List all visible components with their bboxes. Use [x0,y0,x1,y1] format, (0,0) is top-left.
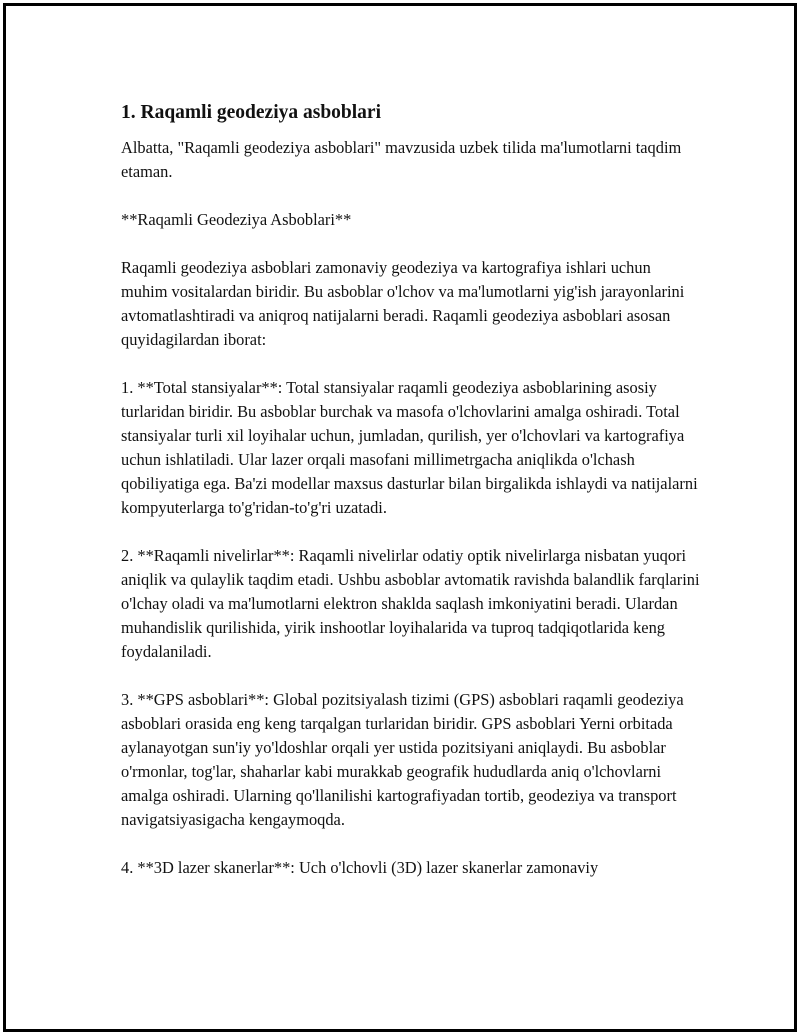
section-heading: 1. Raqamli geodeziya asboblari [121,102,382,123]
page-frame [3,3,797,1032]
laser-scanners-paragraph: 4. **3D lazer skanerlar**: Uch o'lchovli (3D) lazer skanerlar zamonaviy [121,858,599,877]
gps-paragraph: 3. **GPS asboblari**: Global pozitsiyalash tizimi (GPS) asboblari raqamli geodeziya asboblari orasida eng keng tarqalgan turlaridan biridir. GPS asboblari Yerni orbitada aylanayotgan sun'iy yo'ldoshlar orqali yer ustida pozitsiyani aniqlaydi. Bu asboblar o'rmonlar, tog'lar, shaharlar kabi murakkab geografik hududlarda aniq o'lchovlarni amalga oshiradi. Ularning qo'llanilishi kartografiyadan tortib, geodeziya va transport navigatsiyasigacha kengaymoqda. [121,690,684,829]
total-stations-paragraph: 1. **Total stansiyalar**: Total stansiyalar raqamli geodeziya asboblarining asosiy turlaridan biridir. Bu asboblar burchak va masofa o'lchovlarini amalga oshiradi. Total stansiyalar turli xil loyihalar uchun, jumladan, qurilish, yer o'lchovlari va kartografiya uchun ishlatiladi. Ular lazer orqali masofani millimetrgacha aniqlikda o'lchash qobiliyatiga ega. Ba'zi modellar maxsus dasturlar bilan birgalikda ishlaydi va natijalarni kompyuterlarga to'g'ridan-to'g'ri uzatadi. [121,378,698,517]
intro-paragraph: Albatta, "Raqamli geodeziya asboblari" mavzusida uzbek tilida ma'lumotlarni taqdim etaman. [121,138,682,181]
overview-paragraph: Raqamli geodeziya asboblari zamonaviy geodeziya va kartografiya ishlari uchun muhim vositalardan biridir. Bu asboblar o'lchov va ma'lumotlarni yig'ish jarayonlarini avtomatlashtiradi va aniqroq natijalarni beradi. Raqamli geodeziya asboblari asosan quyidagilardan iborat: [121,258,685,349]
document-body [121,100,701,880]
digital-levels-paragraph: 2. **Raqamli nivelirlar**: Raqamli nivelirlar odatiy optik nivelirlarga nisbatan yuqori aniqlik va qulaylik taqdim etadi. Ushbu asboblar avtomatik ravishda balandlik farqlarini o'lchay oladi va ma'lumotlarni elektron shaklda saqlash imkoniyatini beradi. Ulardan muhandislik qurilishida, yirik inshootlar loyihalarida va tuproq tadqiqotlarida keng foydalaniladi. [121,546,700,661]
bold-title-paragraph: **Raqamli Geodeziya Asboblari** [121,210,352,229]
